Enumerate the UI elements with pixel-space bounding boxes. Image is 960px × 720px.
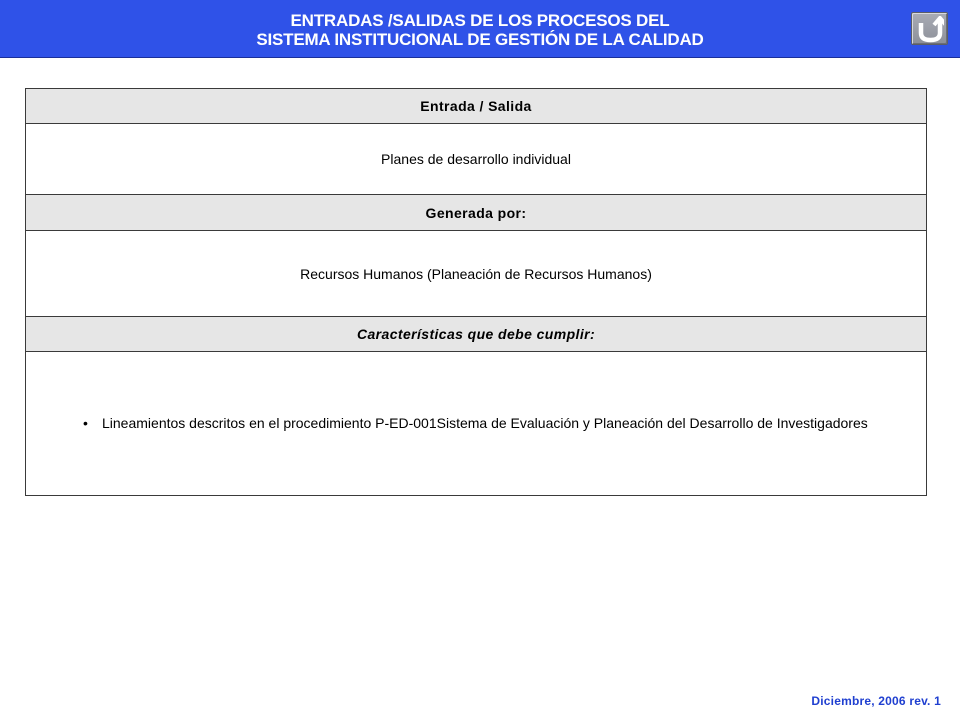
header-title-line1: ENTRADAS /SALIDAS DE LOS PROCESOS DEL bbox=[290, 11, 670, 30]
caracteristicas-cell bbox=[26, 352, 926, 495]
entrada-salida-value: Planes de desarrollo individual bbox=[26, 124, 926, 195]
return-arrow-icon bbox=[917, 16, 944, 43]
generada-por-value: Recursos Humanos (Planeación de Recursos Humanos) bbox=[26, 231, 926, 317]
caracteristicas-heading: Características que debe cumplir: bbox=[26, 317, 926, 352]
entrada-salida-heading: Entrada / Salida bbox=[26, 89, 926, 124]
list-item: • Lineamientos descritos en el procedimiento P-ED-001Sistema de Evaluación y Planeación del Desarrollo de Investigadores bbox=[83, 414, 868, 433]
revision-footer: Diciembre, 2006 rev. 1 bbox=[811, 694, 941, 708]
page-header bbox=[0, 0, 960, 58]
back-button[interactable] bbox=[911, 12, 948, 45]
io-table bbox=[25, 88, 927, 496]
header-title-line2: SISTEMA INSTITUCIONAL DE GESTIÓN DE LA CALIDAD bbox=[256, 30, 704, 49]
caracteristicas-list bbox=[26, 414, 918, 433]
generada-por-heading: Generada por: bbox=[26, 195, 926, 231]
